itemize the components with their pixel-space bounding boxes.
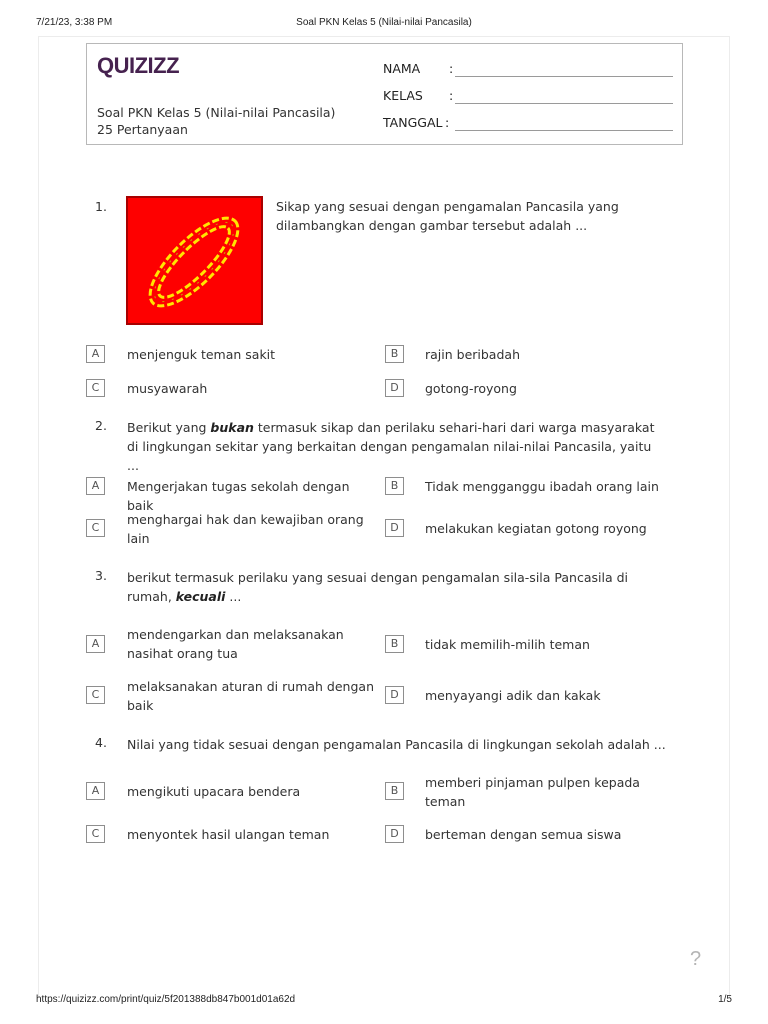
print-header	[0, 0, 768, 40]
q1-option-d-text: gotong-royong	[425, 381, 517, 396]
class-line	[455, 103, 673, 104]
q4-option-b-text: memberi pinjaman pulpen kepada teman	[425, 775, 640, 809]
q1-option-b-text: rajin beribadah	[425, 347, 520, 362]
question-3-number: 3.	[95, 568, 107, 583]
q1-option-a-text: menjenguk teman sakit	[127, 347, 276, 362]
q2-option-d-badge[interactable]: D	[385, 519, 404, 537]
question-1-text: Sikap yang sesuai dengan pengamalan Pancasila yang dilambangkan dengan gambar tersebut adalah ...	[276, 199, 619, 233]
q4-option-a-badge[interactable]: A	[86, 782, 105, 800]
date-line	[455, 130, 673, 131]
q2-option-b-badge[interactable]: B	[385, 477, 404, 495]
question-mark-icon[interactable]: ?	[690, 948, 702, 970]
print-url: https://quizizz.com/print/quiz/5f201388db847b001d01a62d	[36, 994, 296, 1005]
q2-option-a-badge[interactable]: A	[86, 477, 105, 495]
q2-option-a-text: Mengerjakan tugas sekolah dengan baik	[127, 479, 350, 513]
q1-option-a-badge[interactable]: A	[86, 345, 105, 363]
q3-option-a-badge[interactable]: A	[86, 635, 105, 653]
q1-option-d-badge[interactable]: D	[385, 379, 404, 397]
q4-option-c-badge[interactable]: C	[86, 825, 105, 843]
q2-option-c-text: menghargai hak dan kewajiban orang lain	[127, 512, 364, 546]
chain-icon	[128, 198, 261, 323]
quizizz-logo: QUIZIZZ	[97, 53, 180, 78]
print-page-number: 1/5	[718, 994, 732, 1005]
question-2-number: 2.	[95, 418, 107, 433]
q3-option-b-text: tidak memilih-milih teman	[425, 637, 590, 652]
q3-option-d-badge[interactable]: D	[385, 686, 404, 704]
q2-option-c-badge[interactable]: C	[86, 519, 105, 537]
name-label: NAMA	[383, 61, 421, 76]
question-1-number: 1.	[95, 199, 107, 214]
question-2-text-end: termasuk sikap dan perilaku sehari-hari dari warga masyarakat di lingkungan sekitar yang berkaitan dengan pengamalan nilai-nilai Pancasila, yaitu ...	[127, 420, 655, 473]
question-4-number: 4.	[95, 735, 107, 750]
print-date: 7/21/23, 3:38 PM	[36, 17, 113, 28]
q3-option-d-text: menyayangi adik dan kakak	[425, 688, 601, 703]
q4-option-d-text: berteman dengan semua siswa	[425, 827, 622, 842]
q4-option-b-badge[interactable]: B	[385, 782, 404, 800]
chain-image	[126, 196, 263, 325]
q3-option-b-badge[interactable]: B	[385, 635, 404, 653]
name-colon: :	[449, 61, 454, 76]
question-4-text: Nilai yang tidak sesuai dengan pengamalan Pancasila di lingkungan sekolah adalah ...	[127, 737, 666, 752]
class-colon: :	[449, 88, 454, 103]
question-3-text-end: ...	[225, 589, 242, 604]
q3-option-c-badge[interactable]: C	[86, 686, 105, 704]
q4-option-a-text: mengikuti upacara bendera	[127, 784, 301, 799]
q1-option-c-badge[interactable]: C	[86, 379, 105, 397]
question-2-text	[127, 418, 667, 475]
date-colon: :	[445, 115, 450, 130]
q3-option-c-text: melaksanakan aturan di rumah dengan baik	[127, 679, 374, 713]
question-2-emphasis: bukan	[210, 420, 254, 435]
q2-option-b-text: Tidak mengganggu ibadah orang lain	[425, 479, 659, 494]
print-footer	[0, 990, 768, 1024]
q1-option-b-badge[interactable]: B	[385, 345, 404, 363]
date-label: TANGGAL	[383, 115, 443, 130]
print-title: Soal PKN Kelas 5 (Nilai-nilai Pancasila)	[296, 17, 472, 28]
name-line	[455, 76, 673, 77]
question-3-text	[127, 568, 667, 606]
question-3-text-start: berikut termasuk perilaku yang sesuai dengan pengamalan sila-sila Pancasila di rumah,	[127, 570, 628, 604]
quiz-header-box	[86, 43, 683, 145]
q1-option-c-text: musyawarah	[127, 381, 208, 396]
q3-option-a-text: mendengarkan dan melaksanakan nasihat orang tua	[127, 627, 344, 661]
question-2-text-start: Berikut yang	[127, 420, 211, 435]
class-label: KELAS	[383, 88, 423, 103]
question-count: 25 Pertanyaan	[97, 122, 188, 137]
q2-option-d-text: melakukan kegiatan gotong royong	[425, 521, 647, 536]
quiz-title: Soal PKN Kelas 5 (Nilai-nilai Pancasila)	[97, 105, 336, 120]
q4-option-c-text: menyontek hasil ulangan teman	[127, 827, 330, 842]
q4-option-d-badge[interactable]: D	[385, 825, 404, 843]
question-3-emphasis: kecuali	[175, 589, 226, 604]
